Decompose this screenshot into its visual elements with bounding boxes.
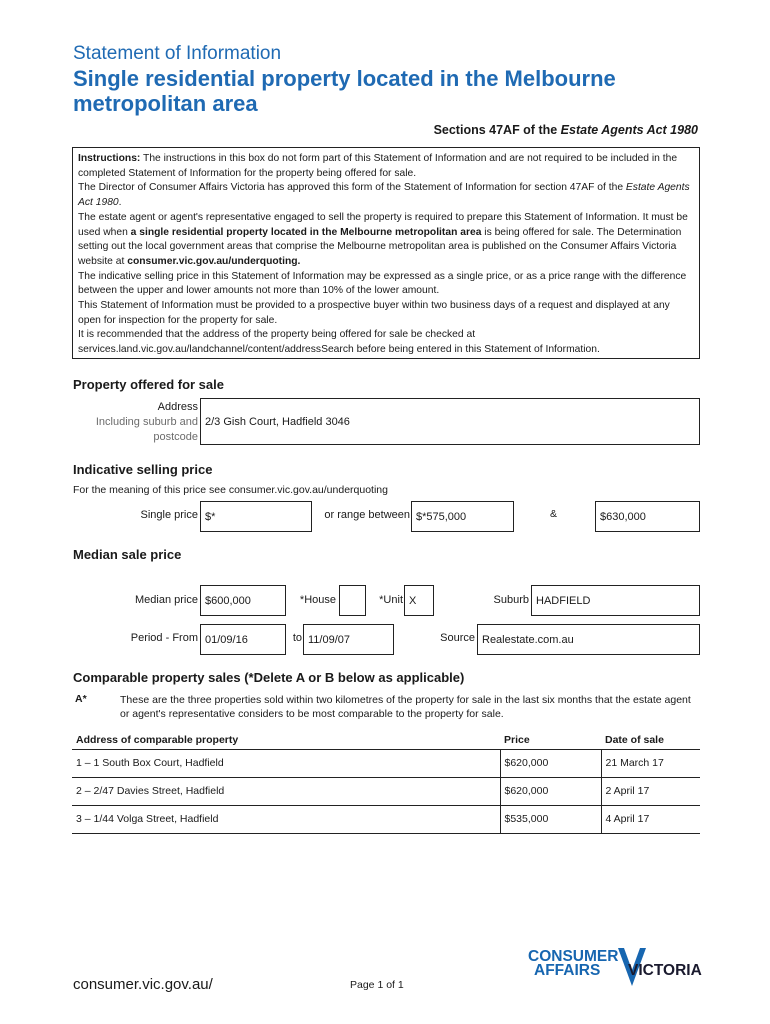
instructions-box bbox=[72, 147, 700, 359]
property-heading: Property offered for sale bbox=[73, 377, 224, 392]
table-row bbox=[72, 777, 700, 805]
instructions-label: Instructions: bbox=[78, 153, 141, 164]
indicative-price-heading: Indicative selling price bbox=[73, 462, 213, 477]
instructions-p3: The estate agent or agent's representative engaged to sell the property is required to prepare this Statement of Information. It must be used when a single residential property located in the Melbourne metropolitan area is being offered for sale. The Determination setting out the local government areas that comprise the Melbourne metropolitan area is published on the Consumer Affairs Victoria website at consumer.vic.gov.au/underquoting. bbox=[78, 211, 688, 267]
address-label: Address Including suburb and postcode bbox=[95, 401, 198, 443]
range-high-field[interactable]: $630,000 bbox=[595, 501, 700, 532]
median-price-label: Median price bbox=[135, 594, 198, 606]
instructions-p5: This Statement of Information must be provided to a prospective buyer within two business days of a request and displayed at any open for inspection for the property for sale. bbox=[78, 300, 670, 326]
logo-affairs-text: AFFAIRS bbox=[534, 962, 601, 979]
period-to-label: to bbox=[292, 632, 302, 644]
option-a-text: These are the three properties sold within two kilometres of the property for sale in the last six months that the estate agent or agent's representative considers to be most comparable to the property for sale. bbox=[120, 694, 691, 720]
range-low-field[interactable]: $*575,000 bbox=[411, 501, 514, 532]
comparable-date-3[interactable]: 4 April 17 bbox=[601, 805, 700, 833]
median-price-field[interactable]: $600,000 bbox=[200, 585, 286, 616]
table-header-row bbox=[72, 732, 700, 749]
address-field[interactable]: 2/3 Gish Court, Hadfield 3046 bbox=[200, 398, 700, 445]
col-price-header: Price bbox=[500, 732, 601, 749]
source-field[interactable]: Realestate.com.au bbox=[477, 624, 700, 655]
table-row bbox=[72, 749, 700, 777]
form-pre-title: Statement of Information bbox=[73, 43, 282, 64]
period-from-field[interactable]: 01/09/16 bbox=[200, 624, 286, 655]
form-title: Single residential property located in the Melbourne metropolitan area bbox=[73, 66, 616, 116]
option-a-label: A* bbox=[75, 693, 87, 705]
single-price-field[interactable]: $* bbox=[200, 501, 312, 532]
house-label: *House bbox=[299, 594, 336, 606]
range-label: or range between bbox=[324, 509, 410, 521]
suburb-field[interactable]: HADFIELD bbox=[531, 585, 700, 616]
table-row bbox=[72, 805, 700, 833]
col-date-header: Date of sale bbox=[601, 732, 700, 749]
price-meaning-text: For the meaning of this price see consumer.vic.gov.au/underquoting bbox=[73, 484, 388, 496]
house-field[interactable] bbox=[339, 585, 366, 616]
unit-field[interactable]: X bbox=[404, 585, 434, 616]
comparable-price-2[interactable]: $620,000 bbox=[500, 777, 601, 805]
underquoting-link[interactable]: consumer.vic.gov.au/underquoting. bbox=[127, 255, 301, 267]
comparable-price-1[interactable]: $620,000 bbox=[500, 749, 601, 777]
comparable-address-3[interactable]: 3 – 1/44 Volga Street, Hadfield bbox=[72, 805, 500, 833]
comparable-address-1[interactable]: 1 – 1 South Box Court, Hadfield bbox=[72, 749, 500, 777]
sections-act: Estate Agents Act 1980 bbox=[560, 123, 698, 137]
single-price-label: Single price bbox=[140, 509, 198, 521]
comparable-date-1[interactable]: 21 March 17 bbox=[601, 749, 700, 777]
comparable-price-3[interactable]: $535,000 bbox=[500, 805, 601, 833]
instructions-p6: It is recommended that the address of the property being offered for sale be checked at services.land.vic.gov.au/landchannel/content/addressSearch before being entered in this Statement of Information. bbox=[78, 329, 600, 356]
sections-prefix: Sections 47AF of the bbox=[433, 123, 561, 137]
instructions-p2: The Director of Consumer Affairs Victoria has approved this form of the Statement of Information for section 47AF of the Estate Agents Act 1980. bbox=[78, 182, 690, 209]
instructions-p1: Instructions: The instructions in this box do not form part of this Statement of Information and are not required to be included in the completed Statement of Information for the property being offered for sale. bbox=[78, 153, 678, 179]
comparable-address-2[interactable]: 2 – 2/47 Davies Street, Hadfield bbox=[72, 777, 500, 805]
consumer-affairs-victoria-logo bbox=[528, 946, 704, 988]
period-from-label: Period - From bbox=[130, 632, 198, 644]
logo-consumer-text: CONSUMER bbox=[528, 948, 619, 965]
period-to-field[interactable]: 11/09/07 bbox=[303, 624, 394, 655]
page-number: Page 1 of 1 bbox=[350, 979, 404, 991]
col-address-header: Address of comparable property bbox=[72, 732, 500, 749]
comparable-date-2[interactable]: 2 April 17 bbox=[601, 777, 700, 805]
source-label: Source bbox=[440, 632, 475, 644]
median-heading: Median sale price bbox=[73, 547, 182, 562]
range-ampersand: & bbox=[550, 508, 558, 520]
comparable-table bbox=[72, 732, 700, 834]
logo-victoria-text: VICTORIA bbox=[628, 962, 702, 979]
comparable-heading: Comparable property sales (*Delete A or B below as applicable) bbox=[73, 670, 465, 685]
sections-reference bbox=[434, 123, 698, 137]
unit-label: *Unit bbox=[379, 594, 403, 606]
footer-url[interactable]: consumer.vic.gov.au/ bbox=[73, 976, 213, 993]
instructions-p4: The indicative selling price in this Statement of Information may be expressed as a single price, or as a price range with the difference between the upper and lower amounts not more than 10% of the lower amount. bbox=[78, 270, 687, 297]
suburb-label: Suburb bbox=[493, 594, 529, 606]
